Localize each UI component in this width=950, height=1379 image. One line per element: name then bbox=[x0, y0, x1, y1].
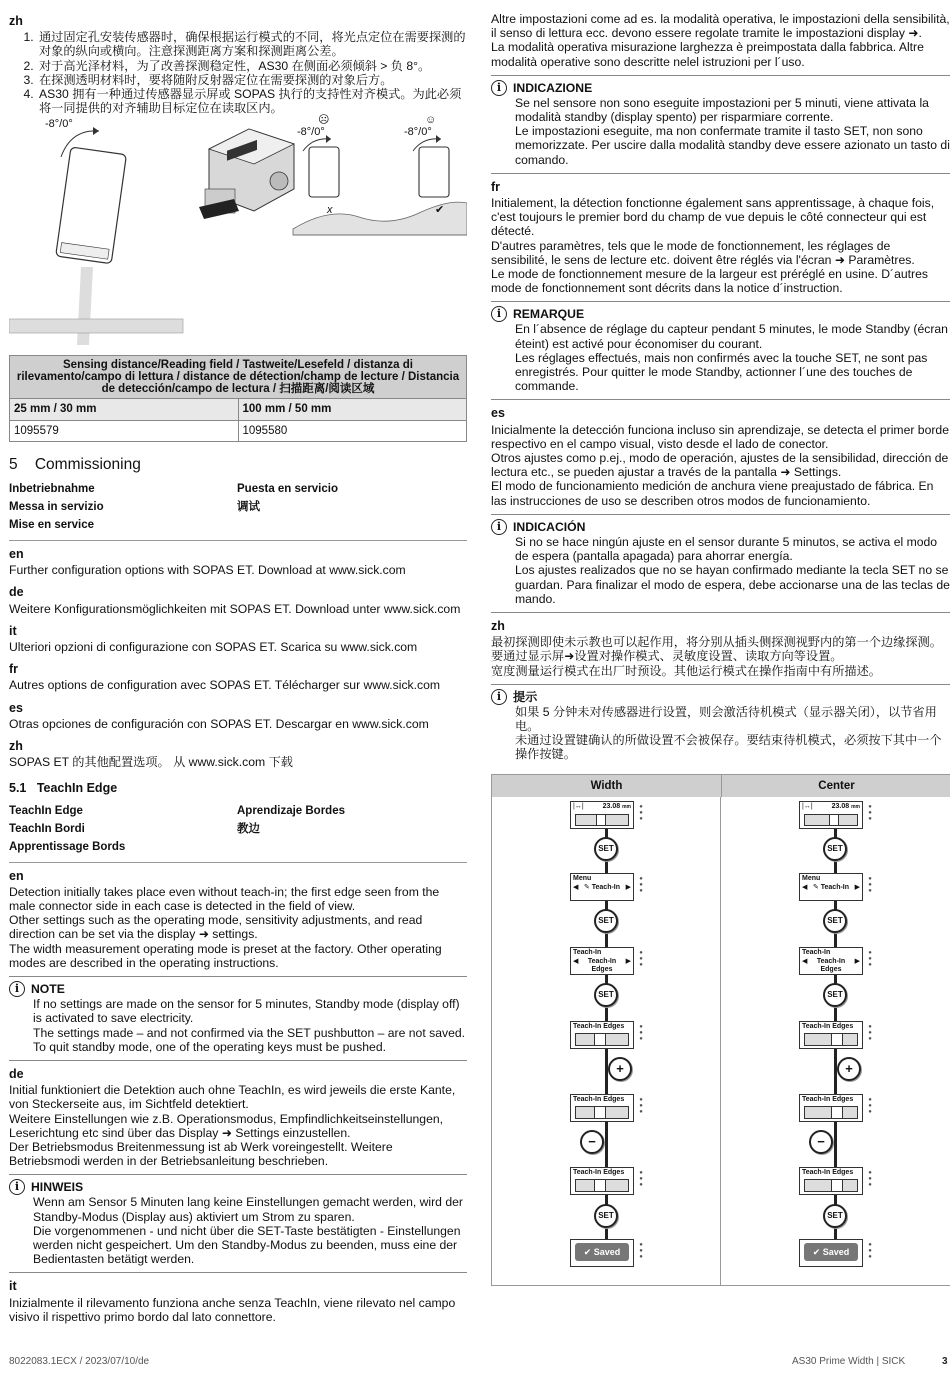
lang-label: fr bbox=[9, 662, 19, 677]
list-item: 3. 在探测透明材料时，要将随附反射器定位在需要探测的对象后方。 bbox=[37, 73, 467, 87]
angle-label: -8°/0° bbox=[45, 118, 73, 131]
display-screen bbox=[570, 1094, 644, 1122]
note-box bbox=[9, 1174, 467, 1273]
translation: Mise en service bbox=[9, 519, 95, 532]
note-text: 如果 5 分钟未对传感器进行设置，则会激活待机模式（显示器关闭），以节省用电。 bbox=[515, 704, 937, 733]
paragraph: Altre impostazioni come ad es. la modalità operativa, le impostazioni della sensibilità, il senso di lettura ecc. devono essere regolate tramite le impostazioni display ➜. bbox=[491, 12, 950, 41]
paragraph: Detection initially takes place even without teach-in; the first edge seen from the male connector side in each case is detected in the field of view. bbox=[9, 884, 440, 914]
paragraph: Other settings such as the operating mode, sensitivity adjustments, and read direction can be set via the display ➜ settings. bbox=[9, 913, 423, 942]
note-title: INDICACIÓN bbox=[513, 519, 586, 534]
lang-label: es bbox=[491, 406, 505, 421]
side-keys[interactable]: ●●● bbox=[867, 1096, 873, 1115]
translation bbox=[237, 838, 465, 856]
set-button[interactable]: SET bbox=[594, 909, 618, 933]
translation: Apprentissage Bords bbox=[9, 840, 126, 853]
teach-in-diagram bbox=[491, 774, 950, 1286]
diagram-col-width: Width bbox=[492, 775, 722, 797]
note-text: Wenn am Sensor 5 Minuten lang keine Einstellungen gemacht werden, wird der Standby-Modus (Display aus) aktiviert um Strom zu sparen. bbox=[33, 1195, 463, 1224]
display-screen: Menu ◀ ✎ Teach-In ▶ ●●● bbox=[799, 873, 863, 901]
display-screen: Menu ◀ ✎ Teach-In ▶ ●●● bbox=[570, 873, 634, 901]
set-button[interactable]: SET bbox=[823, 837, 847, 861]
lang-label-zh: zh bbox=[9, 14, 23, 28]
side-keys[interactable]: ●●● bbox=[638, 803, 644, 822]
display-screen bbox=[799, 1021, 873, 1049]
diagram-divider bbox=[720, 797, 721, 1285]
section-translations bbox=[9, 480, 467, 534]
info-icon: i bbox=[491, 306, 507, 322]
check-icon: ✔ bbox=[435, 204, 445, 217]
side-keys[interactable]: ●●● bbox=[638, 1241, 644, 1260]
saved-indicator: ✔ Saved bbox=[804, 1243, 858, 1261]
info-icon: i bbox=[9, 981, 25, 997]
section-heading bbox=[9, 455, 467, 473]
config-text: Otras opciones de configuración con SOPAS ET. Descargar en www.sick.com bbox=[9, 716, 429, 731]
fr-block bbox=[491, 180, 950, 401]
set-button[interactable]: SET bbox=[823, 1204, 847, 1228]
side-keys[interactable]: ●●● bbox=[867, 1023, 873, 1042]
paragraph: 宽度测量运行模式在出厂时预设。其他运行模式在操作指南中有所描述。 bbox=[491, 663, 881, 678]
display-screen bbox=[799, 801, 873, 829]
lang-label: zh bbox=[491, 618, 505, 633]
table-header: Sensing distance/Reading field / Tastweite/Lesefeld / distanza di rilevamento/campo di lettura / distance de détection/champ de lecture / Distancia de detección/campo de lectura / 扫描距离/阅读区域 bbox=[10, 356, 467, 399]
lang-label: es bbox=[9, 700, 23, 715]
subsection-number: 5.1 bbox=[9, 781, 27, 796]
pencil-icon: ✎ Teach-In bbox=[583, 883, 621, 891]
note-text: Die vorgenommenen - und nicht über die SET-Taste bestätigten - Einstellungen werden nicht gespeichert. Um den Standby-Modus zu beenden, muss eine der Bedientasten betätigt werden. bbox=[33, 1223, 461, 1267]
lang-label: zh bbox=[9, 739, 23, 754]
zh-install-list bbox=[9, 30, 467, 115]
plus-button[interactable]: + bbox=[837, 1057, 861, 1081]
sensing-distance-table bbox=[9, 355, 467, 441]
set-button[interactable]: SET bbox=[823, 983, 847, 1007]
note-box bbox=[491, 684, 950, 768]
lang-label: de bbox=[9, 585, 24, 600]
plus-button[interactable]: + bbox=[608, 1057, 632, 1081]
paragraph: D'autres paramètres, tels que le mode de fonctionnement, les réglages de sensibilité, le sens de lecture etc. doivent être réglés via l'écran ➜ Paramètres. bbox=[491, 238, 915, 267]
info-icon: i bbox=[491, 519, 507, 535]
note-text: 未通过设置键确认的所做设置不会被保存。要结束待机模式，必须按下其中一个操作按键。 bbox=[515, 733, 942, 762]
list-item: 2. 对于高光泽材料，为了改善探测稳定性，AS30 在侧面必须倾斜 > 负 8°。 bbox=[37, 59, 467, 73]
installation-illustration bbox=[9, 117, 467, 345]
paragraph: La modalità operativa misurazione larghezza è preimpostata dalla fabbrica. Altre modalità operative sono descritte nelel istruzioni per l´uso. bbox=[491, 40, 924, 69]
info-icon: i bbox=[9, 1179, 25, 1195]
translation: 调试 bbox=[237, 501, 260, 514]
es-block bbox=[491, 406, 950, 612]
translation: TeachIn Bordi bbox=[9, 822, 85, 835]
it-block bbox=[9, 1279, 467, 1324]
screen-label: Teach-In Edges bbox=[573, 1095, 625, 1103]
config-text: SOPAS ET 的其他配置选项。 从 www.sick.com 下载 bbox=[9, 755, 293, 770]
lang-label: it bbox=[9, 623, 17, 638]
paragraph: 最初探测即使未示教也可以起作用，将分别从插头侧探测视野内的第一个边缘探测。 bbox=[491, 635, 942, 650]
angle-label: -8°/0° bbox=[404, 126, 432, 139]
note-title: REMARQUE bbox=[513, 307, 585, 322]
minus-button[interactable]: − bbox=[580, 1130, 604, 1154]
set-button[interactable]: SET bbox=[594, 983, 618, 1007]
minus-button[interactable]: − bbox=[809, 1130, 833, 1154]
measure-icon: |↔| bbox=[573, 802, 584, 810]
zh-block bbox=[491, 619, 950, 768]
subsection-translations bbox=[9, 802, 467, 856]
translation bbox=[237, 516, 465, 534]
note-text: En l´absence de réglage du capteur pendant 5 minutes, le mode Standby (écran éteint) est activé pour économiser du courant. bbox=[515, 322, 948, 351]
set-button[interactable]: SET bbox=[594, 1204, 618, 1228]
note-title: HINWEIS bbox=[31, 1180, 84, 1195]
de-block bbox=[9, 1067, 467, 1273]
set-button[interactable]: SET bbox=[823, 909, 847, 933]
left-column bbox=[9, 0, 467, 1324]
measure-icon: |↔| bbox=[802, 802, 813, 810]
lang-label: de bbox=[9, 1066, 24, 1081]
angle-label: -8°/0° bbox=[297, 126, 325, 139]
paragraph: Le mode de fonctionnement mesure de la largeur est préréglé en usine. D´autres mode de fonctionnement sont décrits dans la notice d´instruction. bbox=[491, 267, 928, 296]
subsection-heading bbox=[9, 781, 467, 795]
lang-label: it bbox=[9, 1279, 17, 1294]
smile-face-icon: ☺ bbox=[425, 114, 437, 127]
note-text: Les réglages effectués, mais non confirmés avec la touche SET, ne sont pas enregistrés. Pour quitter le mode Standby, actionner l´une des touches de commande. bbox=[515, 350, 928, 394]
paragraph: The width measurement operating mode is preset at the factory. Other operating modes are described in the operating instructions. bbox=[9, 941, 442, 970]
note-text: The settings made – and not confirmed via the SET pushbutton – are not saved. To quit standby mode, one of the operating keys must be pushed. bbox=[33, 1025, 466, 1054]
screen-label: Teach-In Edges bbox=[802, 1168, 854, 1176]
side-keys[interactable]: ●●● bbox=[638, 875, 644, 894]
note-text: If no settings are made on the sensor for 5 minutes, Standby mode (display off) is activated to save electricity. bbox=[33, 997, 460, 1026]
paragraph: Inicialmente la detección funciona incluso sin aprendizaje, se detecta el primer borde respectivo en el campo visual, visto desde el lado de conector. bbox=[491, 422, 949, 451]
info-icon: i bbox=[491, 689, 507, 705]
diagram-col-center: Center bbox=[818, 779, 855, 792]
screen-label: Menu bbox=[573, 874, 592, 882]
display-screen bbox=[570, 1239, 644, 1267]
side-keys[interactable]: ●●● bbox=[867, 1241, 873, 1260]
side-keys[interactable]: ●●● bbox=[638, 1023, 644, 1042]
note-text: Le impostazioni eseguite, ma non confermate tramite il tasto SET, non sono memorizzate. Per uscire dalla modalità standby deve essere azionato un tasto di comando. bbox=[515, 124, 950, 167]
note-text: Si no se hace ningún ajuste en el sensor durante 5 minutos, se activa el modo de espera (pantalla apagada) para ahorrar energía. bbox=[515, 534, 938, 564]
paragraph: Initialement, la détection fonctionne également sans apprentissage, à chaque fois, c'est toujours le premier bord du champ de vue depuis le côté connecteur qui est détecté. bbox=[491, 196, 935, 239]
note-box bbox=[491, 301, 950, 400]
saved-indicator: ✔ Saved bbox=[575, 1243, 629, 1261]
paragraph: 要通过显示屏➜设置对操作模式、灵敏度设置、读取方向等设置。 bbox=[491, 649, 843, 664]
screen-value: 23.08 mm bbox=[831, 802, 860, 810]
paragraph: Inizialmente il rilevamento funziona anche senza TeachIn, viene rilevato nel campo visivo il rispettivo primo bordo dal lato connettore. bbox=[9, 1295, 456, 1324]
config-block bbox=[9, 547, 467, 769]
list-item: 4. AS30 拥有一种通过传感器显示屏或 SOPAS 执行的支持性对齐模式。为此必须将一同提供的对齐辅助目标定位在读取区内。 bbox=[37, 87, 467, 115]
side-keys[interactable]: ●●● bbox=[638, 1096, 644, 1115]
screen-label: Teach-In bbox=[802, 948, 831, 956]
paragraph: Der Betriebsmodus Breitenmessung ist ab Werk voreingestellt. Weitere Betriebsmodi werden in der Betriebsanleitung beschrieben. bbox=[9, 1139, 393, 1169]
translation: 教边 bbox=[237, 822, 260, 835]
display-screen bbox=[570, 1021, 644, 1049]
paragraph: Otros ajustes como p.ej., modo de operación, ajustes de la sensibilidad, dirección de lectura etc., se pueden ajustar a través de la pantalla ➜ Settings. bbox=[491, 451, 949, 480]
config-text: Ulteriori opzioni di configurazione con SOPAS ET. Scarica su www.sick.com bbox=[9, 640, 418, 655]
side-keys[interactable]: ●●● bbox=[867, 803, 873, 822]
note-text: Se nel sensore non sono eseguite impostazioni per 5 minuti, viene attivata la modalità standby (display spento) per risparmiare corrente. bbox=[515, 95, 929, 125]
screen-label: Teach-In Edges bbox=[573, 1022, 625, 1030]
side-keys[interactable]: ●●● bbox=[638, 949, 644, 968]
bad-mark: x bbox=[327, 204, 333, 217]
screen-label: Teach-In Edges bbox=[573, 1168, 625, 1176]
table-cell: 100 mm / 50 mm bbox=[238, 399, 467, 420]
config-text: Further configuration options with SOPAS ET. Download at www.sick.com bbox=[9, 563, 406, 578]
section-number: 5 bbox=[9, 455, 18, 473]
lang-label: en bbox=[9, 868, 24, 883]
translation: Messa in servizio bbox=[9, 501, 104, 514]
note-title: INDICAZIONE bbox=[513, 80, 593, 95]
set-button[interactable]: SET bbox=[594, 837, 618, 861]
lang-label: fr bbox=[491, 179, 501, 194]
footer-title: AS30 Prime Width | SICK bbox=[792, 1355, 906, 1367]
translation: Puesta en servicio bbox=[237, 483, 338, 496]
display-screen bbox=[570, 801, 644, 829]
note-title: NOTE bbox=[31, 981, 65, 996]
section-title: Commissioning bbox=[34, 455, 141, 473]
en-block bbox=[9, 869, 467, 1061]
note-box bbox=[491, 75, 950, 174]
side-keys[interactable]: ●●● bbox=[867, 949, 873, 968]
paragraph: El modo de funcionamiento medición de anchura viene preajustado de fábrica. En las instrucciones de uso se describen otros modos de funcionamiento. bbox=[491, 479, 934, 508]
display-screen bbox=[799, 1094, 873, 1122]
screen-label: Teach-In Edges bbox=[802, 1095, 854, 1103]
display-screen bbox=[799, 1167, 873, 1195]
translation: Inbetriebnahme bbox=[9, 483, 95, 496]
translation: TeachIn Edge bbox=[9, 804, 83, 817]
info-icon: i bbox=[491, 80, 507, 96]
screen-label: Menu bbox=[802, 874, 821, 882]
sad-face-icon: ☹ bbox=[318, 114, 330, 127]
installation-figure bbox=[9, 114, 467, 345]
paragraph: Initial funktioniert die Detektion auch ohne TeachIn, es wird jeweils die erste Kante, von Steckerseite aus, im Sichtfeld detektiert. bbox=[9, 1083, 456, 1112]
translation: Aprendizaje Bordes bbox=[237, 804, 345, 817]
table-cell: 1095579 bbox=[10, 420, 239, 441]
list-item: 1. 通过固定孔安装传感器时，确保根据运行模式的不同，将光点定位在需要探测的对象的纵向或横向。注意探测距离方案和探测距离公差。 bbox=[37, 30, 467, 58]
note-title: 提示 bbox=[513, 689, 538, 704]
table-cell: 1095580 bbox=[238, 420, 467, 441]
side-keys[interactable]: ●●● bbox=[638, 1169, 644, 1188]
display-screen: Teach-In ◀ Teach-In Edges ▶ ●●● bbox=[799, 947, 863, 975]
side-keys[interactable]: ●●● bbox=[867, 1169, 873, 1188]
footer-doc-id: 8022083.1ECX / 2023/07/10/de bbox=[9, 1355, 150, 1367]
display-screen bbox=[799, 1239, 873, 1267]
display-screen bbox=[570, 1167, 644, 1195]
lang-label: en bbox=[9, 547, 24, 562]
pencil-icon: ✎ Teach-In bbox=[812, 883, 850, 891]
page-number: 3 bbox=[942, 1355, 948, 1367]
right-column bbox=[491, 12, 950, 1286]
screen-value: 23.08 mm bbox=[602, 802, 631, 810]
note-text: Los ajustes realizados que no se hayan confirmado mediante la tecla SET no se guardan. Para finalizar el modo de espera, debe accionarse una de las teclas de mando. bbox=[515, 563, 950, 606]
note-box bbox=[491, 514, 950, 613]
subsection-title: TeachIn Edge bbox=[36, 781, 118, 796]
config-text: Weitere Konfigurationsmöglichkeiten mit SOPAS ET. Download unter www.sick.com bbox=[9, 601, 461, 616]
table-cell: 25 mm / 30 mm bbox=[10, 399, 239, 420]
paragraph: Weitere Einstellungen wie z.B. Operationsmodus, Empfindlichkeitseinstellungen, Leserichtung etc sind über das Display ➜ Settings einzustellen. bbox=[9, 1111, 444, 1140]
diagram-body bbox=[492, 797, 950, 1285]
note-box bbox=[9, 976, 467, 1061]
screen-label: Teach-In Edges bbox=[802, 1022, 854, 1030]
side-keys[interactable]: ●●● bbox=[867, 875, 873, 894]
config-text: Autres options de configuration avec SOPAS ET. Télécharger sur www.sick.com bbox=[9, 678, 441, 693]
display-screen: Teach-In ◀ Teach-In Edges ▶ ●●● bbox=[570, 947, 634, 975]
screen-label: Teach-In bbox=[573, 948, 602, 956]
